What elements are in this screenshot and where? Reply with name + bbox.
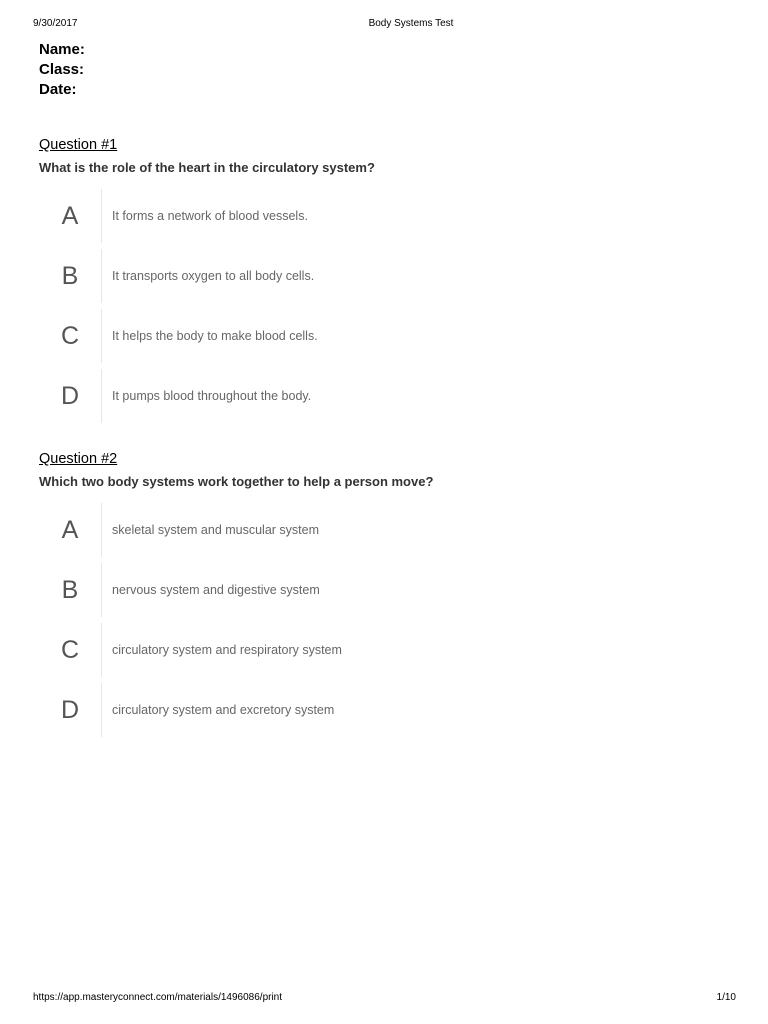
choice-letter: B — [61, 261, 79, 290]
choice-text: nervous system and digestive system — [112, 583, 320, 597]
answer-choices — [39, 189, 739, 423]
choice-d[interactable] — [39, 683, 739, 737]
date-label: Date: — [39, 81, 77, 98]
choice-letter: B — [61, 575, 79, 604]
choice-text: It pumps blood throughout the body. — [112, 389, 312, 403]
choice-letter: A — [61, 515, 79, 544]
student-info — [39, 40, 85, 100]
choice-letter: C — [60, 635, 80, 664]
choice-b[interactable] — [39, 563, 739, 617]
choice-text: It transports oxygen to all body cells. — [112, 269, 315, 283]
choice-text: It forms a network of blood vessels. — [112, 209, 308, 223]
answer-choices — [39, 503, 739, 737]
question-text: What is the role of the heart in the circulatory system? — [39, 160, 375, 175]
name-label: Name: — [39, 41, 85, 58]
choice-c[interactable] — [39, 309, 739, 363]
choice-b[interactable] — [39, 249, 739, 303]
choice-a[interactable] — [39, 189, 739, 243]
print-date: 9/30/2017 — [33, 18, 78, 29]
choice-text: circulatory system and excretory system — [112, 703, 335, 717]
document-title: Body Systems Test — [368, 18, 454, 29]
question-2 — [39, 450, 739, 743]
choice-letter: D — [60, 381, 80, 410]
choice-a[interactable] — [39, 503, 739, 557]
choice-c[interactable] — [39, 623, 739, 677]
question-number: Question #1 — [39, 137, 118, 153]
choice-letter: D — [60, 695, 80, 724]
class-label: Class: — [39, 61, 85, 78]
choice-text: circulatory system and respiratory system — [112, 643, 342, 657]
question-1 — [39, 136, 739, 429]
choice-letter: A — [61, 201, 79, 230]
question-number: Question #2 — [39, 451, 118, 467]
choice-text: skeletal system and muscular system — [112, 523, 320, 537]
question-text: Which two body systems work together to help a person move? — [39, 474, 434, 489]
page-number: 1/10 — [716, 992, 736, 1003]
choice-d[interactable] — [39, 369, 739, 423]
choice-letter: C — [60, 321, 80, 350]
print-url: https://app.masteryconnect.com/materials/1496086/print — [33, 992, 283, 1003]
choice-text: It helps the body to make blood cells. — [112, 329, 318, 343]
